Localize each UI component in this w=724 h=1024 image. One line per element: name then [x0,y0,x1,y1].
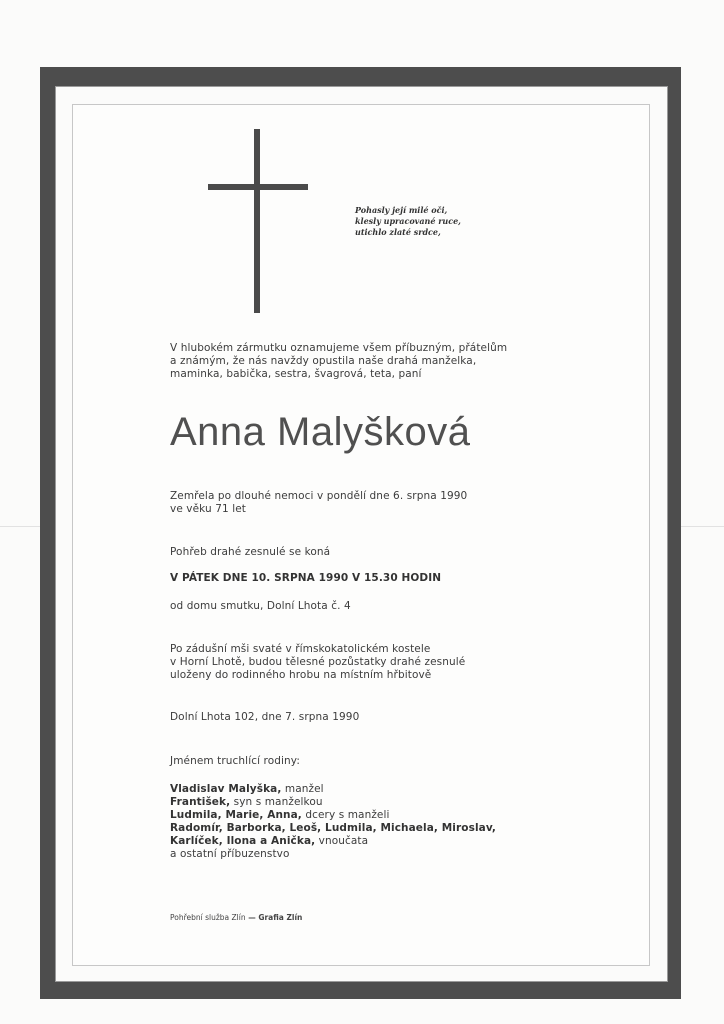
credit-separator: — [245,913,259,922]
printer-credit: Grafia Zlín [258,913,303,922]
family-relation: manžel [281,783,324,795]
funeral-service-credit: Pohřební služba Zlín [170,913,246,922]
verse-line: utichlo zlaté srdce, [355,227,441,237]
burial-info-line: v Horní Lhotě, budou tělesné pozůstatky drahé zesnulé [170,656,466,668]
cross-icon-horizontal [208,184,308,190]
footer-credits [170,913,302,923]
family-line [170,848,290,861]
funeral-intro: Pohřeb drahé zesnulé se koná [170,546,331,558]
family-line [170,835,368,848]
family-relation: a ostatní příbuzenstvo [170,848,290,860]
burial-info-line: Po zádušní mši svaté v římskokatolickém kostele [170,643,431,655]
memorial-verse [355,205,515,238]
announcement-line: V hlubokém zármutku oznamujeme všem příbuzným, přátelům [170,342,508,354]
funeral-date: V PÁTEK DNE 10. SRPNA 1990 V 15.30 HODIN [170,572,442,584]
funeral-place: od domu smutku, Dolní Lhota č. 4 [170,600,351,612]
verse-line: klesly upracované ruce, [355,216,461,226]
announcement-line: maminka, babička, sestra, švagrová, teta, paní [170,368,422,380]
family-names: Vladislav Malyška, [170,783,282,795]
cross-icon-vertical [254,129,260,313]
family-relation: vnoučata [315,835,369,847]
family-relation: syn s manželkou [230,796,323,808]
family-names: Radomír, Barborka, Leoš, Ludmila, Michaela, Miroslav, [170,822,497,834]
family-names: František, [170,796,231,808]
place-and-date: Dolní Lhota 102, dne 7. srpna 1990 [170,711,360,723]
death-info-line: Zemřela po dlouhé nemoci v pondělí dne 6. srpna 1990 [170,490,468,502]
verse-line: Pohasly její milé oči, [355,205,448,215]
announcement-line: a známým, že nás navždy opustila naše drahá manželka, [170,355,477,367]
family-relation: dcery s manželi [301,809,390,821]
family-line [170,796,323,809]
family-line [170,822,496,835]
burial-info-line: uloženy do rodinného hrobu na místním hřbitově [170,669,432,681]
death-info-line: ve věku 71 let [170,503,247,515]
family-line [170,809,390,822]
deceased-name: Anna Malyšková [170,410,471,454]
family-intro: Jménem truchlící rodiny: [170,755,300,767]
family-names: Karlíček, Ilona a Anička, [170,835,316,847]
family-names: Ludmila, Marie, Anna, [170,809,302,821]
family-line [170,783,324,796]
